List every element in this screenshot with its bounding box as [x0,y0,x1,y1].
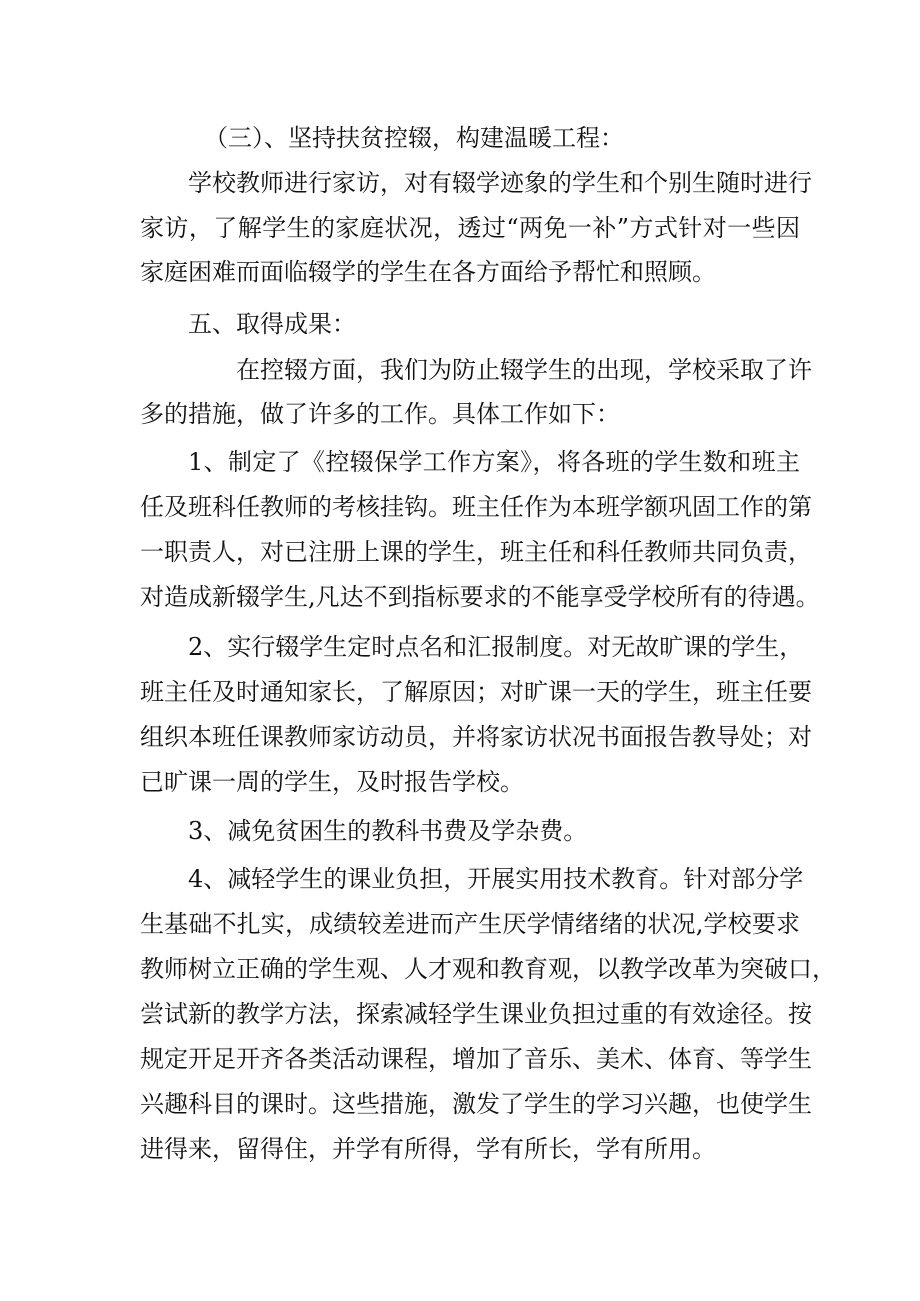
list-item-4-line: 规定开足开齐各类活动课程，增加了音乐、美术、体育、等学生 [140,1045,812,1073]
paragraph-line: 在控辍方面，我们为防止辍学生的出现，学校采取了许 [236,356,812,384]
paragraph-line: 家访，了解学生的家庭状况，透过“两免一补”方式针对一些因 [140,214,800,242]
list-item-4-line: 尝试新的教学方法，探索减轻学生课业负担过重的有效途径。按 [140,1000,812,1028]
list-item-4-line: 教师树立正确的学生观、人才观和教育观，以教学改革为突破口， [140,955,836,983]
paragraph-line: 多的措施，做了许多的工作。具体工作如下： [140,400,620,428]
list-item-1-line: 对造成新辍学生,凡达不到指标要求的不能享受学校所有的待遇。 [140,583,820,611]
list-item-1-line: 一职责人，对已注册上课的学生，班主任和科任教师共同负责， [140,538,812,566]
list-item-4-line: 4、减轻学生的课业负担，开展实用技术教育。针对部分学 [188,865,804,893]
list-item-1-line: 1、制定了《控辍保学工作方案》，将各班的学生数和班主 [188,448,800,476]
list-item-2-line: 组织本班任课教师家访动员，并将家访状况书面报告教导处；对 [140,723,812,751]
list-item-2-line: 班主任及时通知家长，了解原因；对旷课一天的学生，班主任要 [140,678,812,706]
list-item-4-line: 兴趣科目的课时。这些措施，激发了学生的学习兴趣，也使学生 [140,1090,812,1118]
list-item-1-line: 任及班科任教师的考核挂钩。班主任作为本班学额巩固工作的第 [140,493,812,521]
list-item-3: 3、减免贫困生的教科书费及学杂费。 [188,817,588,845]
paragraph-line: 学校教师进行家访，对有辍学迹象的学生和个别生随时进行 [188,169,812,197]
list-item-2-line: 2、实行辍学生定时点名和汇报制度。对无故旷课的学生， [188,633,804,661]
section-heading-3: （三）、坚持扶贫控辍，构建温暖工程： [204,124,624,152]
list-item-2-line: 已旷课一周的学生，及时报告学校。 [140,768,524,796]
list-item-4-line: 生基础不扎实，成绩较差进而产生厌学情绪绪的状况,学校要求 [140,910,800,938]
paragraph-line: 家庭困难而面临辍学的学生在各方面给予帮忙和照顾。 [140,258,716,286]
section-heading-5: 五、取得成果： [188,310,356,338]
list-item-4-line: 进得来，留得住，并学有所得，学有所长，学有所用。 [140,1135,716,1163]
